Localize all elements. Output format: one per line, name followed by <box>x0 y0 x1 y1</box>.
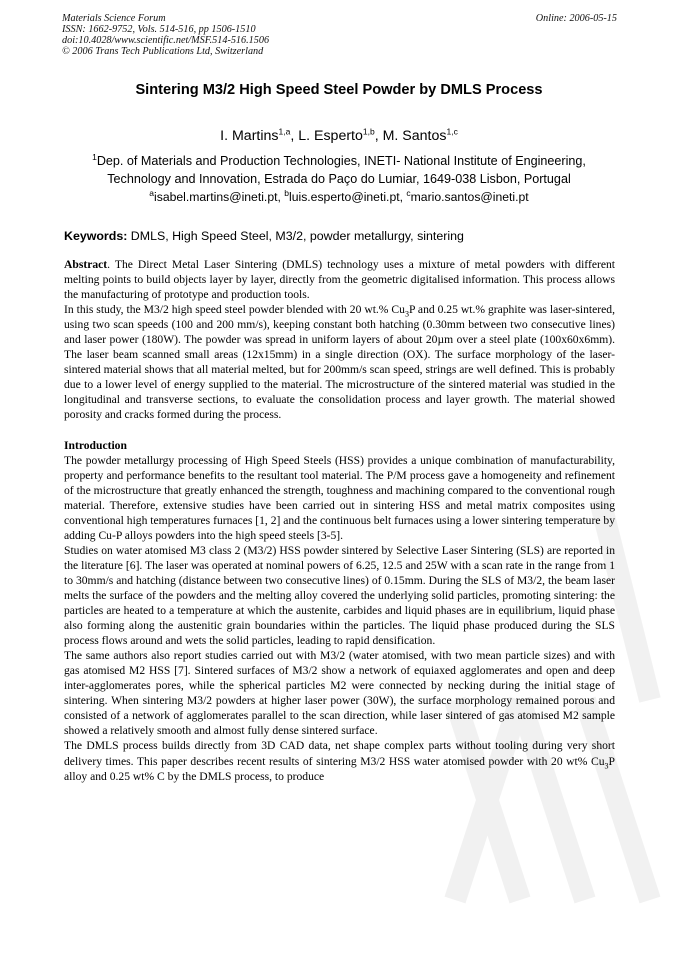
keywords-text: DMLS, High Speed Steel, M3/2, powder metallurgy, sintering <box>127 229 464 243</box>
email-link[interactable]: isabel.martins@ineti.pt <box>154 190 278 204</box>
copyright-line: © 2006 Trans Tech Publications Ltd, Switzerland <box>62 46 264 57</box>
author-name: I. Martins <box>220 128 279 144</box>
abstract-label: Abstract <box>64 258 108 271</box>
abstract-paragraph-2: In this study, the M3/2 high speed steel powder blended with 20 wt.% $Cu_3P$ and 0.25 wt.% graphite was laser-sintered, using two scan speeds (100 and 200 mm/s), keeping constant both hatching (0.30mm between two consecutive lines) and laser power (180W). The powder was spread in uniform layers of about 20µm over a steel plate (100x60x6mm). The laser beam scanned small areas (12x15mm) in a single direction (OX). The surface morphology of the laser-sintered material shows that all material melted, but for 200mm/s scan speed, strings are well defined. This is probably due to a lower level of energy supplied to the material. The microstructure of the sintered material was studied in the longitudinal and transverse sections, to evaluate the consolidation process and layer growth. The material showed porosity and cracks formed during the process. <box>64 303 615 422</box>
issn-line: ISSN: 1662-9752, Vols. 514-516, pp 1506-1510 <box>62 24 256 35</box>
affiliation <box>0 152 678 188</box>
doi-line: doi:10.4028/www.scientific.net/MSF.514-516.1506 <box>62 35 270 46</box>
author-affiliation-mark: 1,b <box>362 126 375 137</box>
author-affiliation-mark: 1,a <box>278 126 291 137</box>
paper-title: Sintering M3/2 High Speed Steel Powder by DMLS Process <box>135 82 543 98</box>
email-link[interactable]: mario.santos@ineti.pt <box>410 190 529 204</box>
journal-name: Materials Science Forum <box>62 13 166 24</box>
online-date: Online: 2006-05-15 <box>535 13 617 24</box>
affiliation-line-2: Technology and Innovation, Estrada do Paço do Lumiar, 1649-038 Lisbon, Portugal <box>107 172 571 186</box>
author-name: M. Santos <box>382 128 447 144</box>
introduction-paragraph-3: The same authors also report studies carried out with M3/2 (water atomised, with two mean particle sizes) and with gas atomised M2 HSS [7]. Sintered surfaces of M3/2 show a network of equiaxed agglomerates and open and deep inter-agglomerates pores, while the spherical particles M2 were connected by necking during the initial stage of sintering. When sintering M3/2 powders at higher laser power (30W), the surface morphology remained porous and consisted of a network of agglomerates parallel to the scan direction, while laser sintered of gas atomised M2 sample showed a relatively smooth and almost fully dense sintered surface. <box>64 649 615 738</box>
email-mark: b <box>284 187 289 198</box>
body-text <box>64 257 615 784</box>
email-mark: c <box>406 187 411 198</box>
author-affiliation-mark: 1,c <box>446 126 458 137</box>
abstract-paragraph-1: Abstract. The Direct Metal Laser Sintering (DMLS) technology uses a mixture of metal powders with different melting points to build objects layer by layer, directly from the geometric digitalised information. This process allows the manufacturing of prototype and production tools. <box>64 258 615 302</box>
journal-header <box>62 13 617 57</box>
author-name: L. Esperto <box>298 128 363 144</box>
keywords <box>64 229 624 243</box>
keywords-label: Keywords: <box>64 229 128 243</box>
email-link[interactable]: luis.esperto@ineti.pt <box>289 190 400 204</box>
email-list: $^a$isabel.martins@ineti.pt, $^b$luis.esperto@ineti.pt, $^c$mario.santos@ineti.pt <box>149 187 529 204</box>
introduction-paragraph-2: Studies on water atomised M3 class 2 (M3/2) HSS powder sintered by Selective Laser Sintering (SLS) are reported in the literature [6]. The laser was operated at nominal powers of 6.25, 12.5 and 25W with a scan rate in the range from 1 to 30mm/s and hatching (distance between two consecutive lines) of 0.15mm. During the SLS of M3/2, the beam laser melts the surface of the powders and the melting alloy covered the underlying solid particles, promoting sintering: the particles are heated to a temperature at which the austenite, carbides and liquid phases are in equilibrium, liquid phase also forming along the austenitic grain boundaries within the particles. The liquid phase produced during the SLS process flows around and wets the solid particles, leading to rapid densification. <box>64 543 615 648</box>
introduction-paragraph-4: The DMLS process builds directly from 3D CAD data, net shape complex parts without tooling during very short delivery times. This paper describes recent results of sintering M3/2 HSS water atomised powder with 20 wt% $Cu_3P$ alloy and 0.25 wt% C by the DMLS process, to produce <box>64 739 615 783</box>
author-list: I. Martins$^{1,a}$, L. Esperto$^{1,b}$, M. Santos$^{1,c}$ <box>220 126 458 144</box>
affiliation-mark: 1 <box>92 151 97 162</box>
email-mark: a <box>149 187 155 198</box>
introduction-heading: Introduction <box>64 438 127 452</box>
introduction-paragraph-1: The powder metallurgy processing of High Speed Steels (HSS) provides a unique combination of manufacturability, property and performance benefits to the resultant tool material. The P/M process gave a homogeneity and refinement of the microstructure that greatly enhanced the strength, toughness and machining compared to the conventional rough material. Therefore, extensive studies have been carried out in sintering HSS and metal matrix composites using conventional high temperatures furnaces [1, 2] and the continuous belt furnaces using a lower sintering temperature by adding Cu-P alloys powders into the high speed steels [3-5]. <box>64 453 615 542</box>
affiliation-line-1: Dep. of Materials and Production Technologies, INETI- National Institute of Engineering, <box>96 154 586 168</box>
